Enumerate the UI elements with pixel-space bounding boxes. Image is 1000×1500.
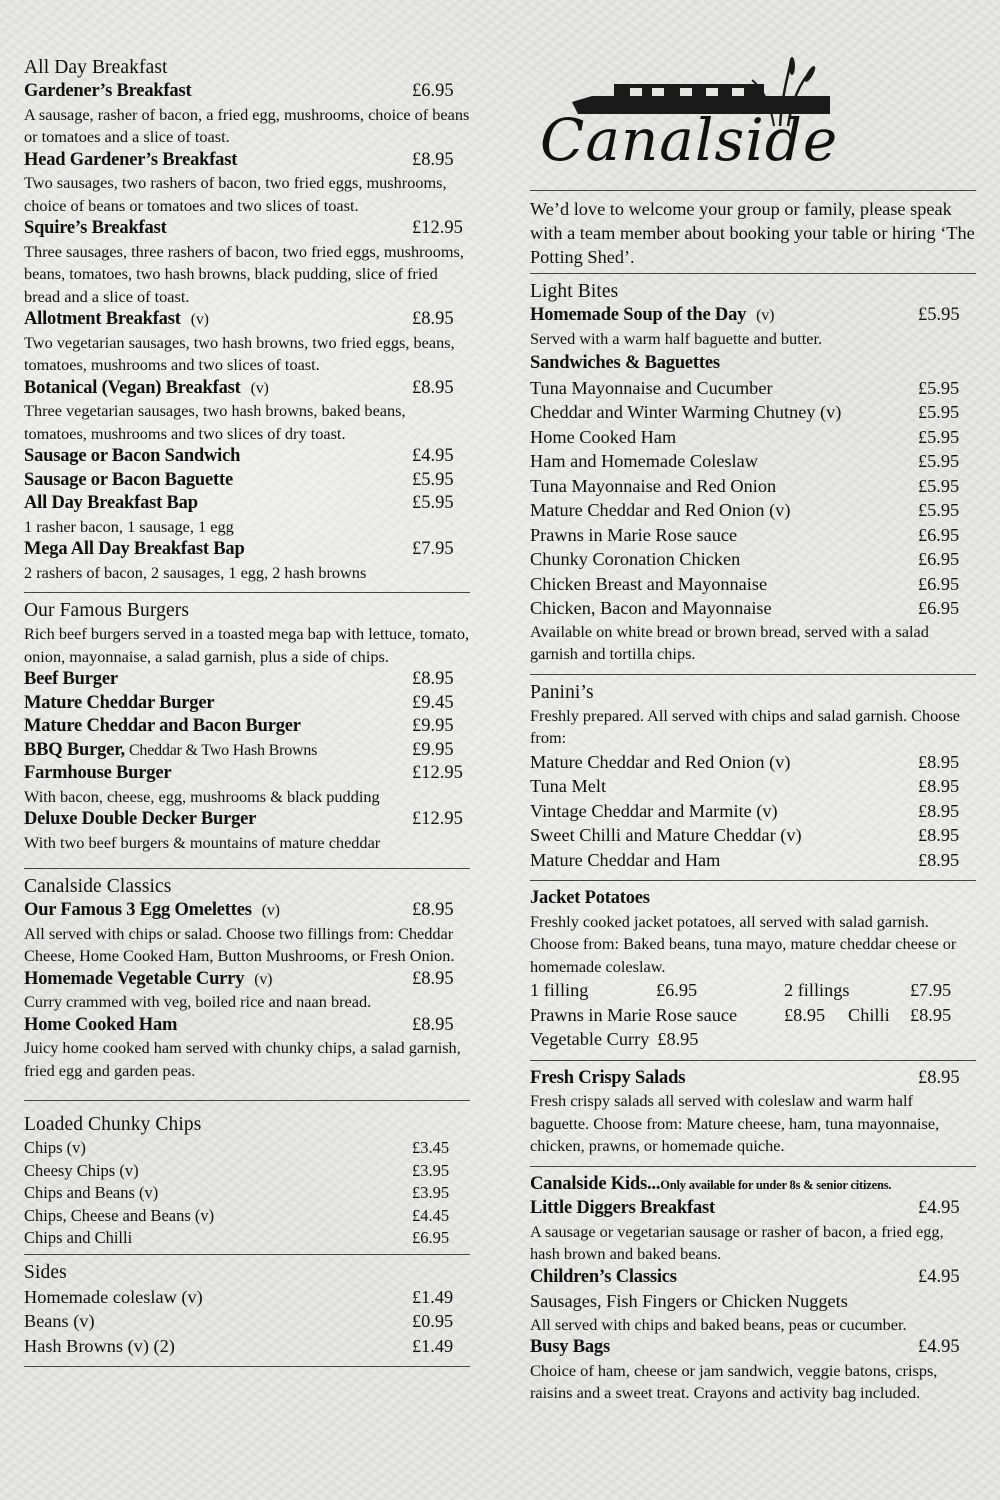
item-name: Chips (v) xyxy=(24,1138,86,1157)
item-name: Chips and Chilli xyxy=(24,1228,133,1247)
item-price: £4.95 xyxy=(412,446,454,466)
item-name-text: Mature Cheddar and Bacon Burger xyxy=(24,716,301,736)
jacket-extras-row: Prawns in Marie Rose sauce £8.95 Chilli £8.95 xyxy=(530,1004,952,1025)
item-name: Ham and Homemade Coleslaw xyxy=(530,451,758,471)
item-name: Chicken Breast and Mayonnaise xyxy=(530,573,768,594)
subsection-title: Sandwiches & Baguettes xyxy=(530,353,720,373)
item-line: Sausages, Fish Fingers or Chicken Nuggets xyxy=(530,1291,848,1311)
item-price: £6.95 xyxy=(918,549,960,569)
item-name: Mature Cheddar and Ham xyxy=(530,849,721,870)
menu-item xyxy=(24,445,470,469)
item-name: Little Diggers Breakfast xyxy=(530,1198,715,1218)
menu-item xyxy=(24,149,470,173)
section-title: Our Famous Burgers xyxy=(24,600,190,621)
light-bites-section xyxy=(530,280,976,675)
section-intro: Freshly prepared. All served with chips and salad garnish. Choose from: xyxy=(530,705,961,747)
item-price: £4.95 xyxy=(918,1266,960,1287)
item-name-text: Botanical (Vegan) Breakfast xyxy=(24,377,241,398)
jacket-fillings-row: 1 filling £6.95 2 fillings £7.95 xyxy=(530,980,952,1000)
menu-item xyxy=(24,715,470,739)
item-name-text: Mature Cheddar Burger xyxy=(24,692,215,713)
item-name-text: Squire’s Breakfast xyxy=(24,218,167,238)
item-price: £8.95 xyxy=(918,1067,960,1088)
menu-item xyxy=(24,668,470,692)
item-price: £8.95 xyxy=(412,309,454,329)
item-price: £8.95 xyxy=(412,669,454,689)
item-desc: Three sausages, three rashers of bacon, two fried eggs, mushrooms, beans, tomatoes, two hash browns, black pudding, slice of fried bread and a slice of toast. xyxy=(24,241,464,306)
item-price: £3.45 xyxy=(412,1138,450,1157)
section-title: All Day Breakfast xyxy=(24,57,168,78)
item-price: £4.45 xyxy=(412,1205,450,1225)
item-name-text: Beef Burger xyxy=(24,669,118,689)
item-name: Busy Bags xyxy=(530,1337,610,1357)
menu-item xyxy=(530,596,976,621)
menu-item xyxy=(24,1137,470,1160)
item-price: £9.95 xyxy=(412,739,454,760)
menu-item xyxy=(530,848,976,873)
all-day-breakfast-section xyxy=(24,56,470,593)
item-price: £5.95 xyxy=(918,377,960,398)
item-price: £7.95 xyxy=(412,539,454,559)
section-title: Sides xyxy=(24,1261,67,1283)
menu-item xyxy=(24,762,470,786)
sandwich-note: Available on white bread or brown bread, served with a salad garnish and tortilla chips. xyxy=(530,621,929,663)
item-name xyxy=(24,445,240,469)
item-price: £12.95 xyxy=(412,218,463,238)
item-name: Hash Browns (v) (2) xyxy=(24,1335,175,1356)
item-price: £5.95 xyxy=(918,500,960,520)
item-price: £8.95 xyxy=(412,1014,454,1035)
item-desc: With bacon, cheese, egg, mushrooms & black pudding xyxy=(24,786,380,806)
menu-item xyxy=(24,1205,470,1228)
item-name: Chips and Beans (v) xyxy=(24,1183,159,1202)
item-price: £3.95 xyxy=(412,1183,450,1202)
menu-item xyxy=(530,304,976,328)
left-column xyxy=(24,56,470,1373)
item-name: Chicken, Bacon and Mayonnaise xyxy=(530,598,772,618)
menu-item xyxy=(24,1160,470,1183)
item-desc: Served with a warm half baguette and butter. xyxy=(530,328,823,348)
item-name-text: Home Cooked Ham xyxy=(24,1014,178,1035)
item-name: Chips, Cheese and Beans (v) xyxy=(24,1205,215,1225)
menu-item xyxy=(530,547,976,572)
item-desc: Curry crammed with veg, boiled rice and naan bread. xyxy=(24,992,372,1011)
menu-item xyxy=(530,799,976,824)
item-name-text: Mega All Day Breakfast Bap xyxy=(24,539,245,559)
section-intro: Freshly cooked jacket potatoes, all served with salad garnish. Choose from: Baked beans, tuna mayo, mature cheddar cheese or homemade coleslaw. xyxy=(530,911,957,976)
item-price: £9.45 xyxy=(412,692,454,713)
item-name xyxy=(24,149,237,173)
section-title: Canalside Classics xyxy=(24,876,172,897)
item-price: £8.95 xyxy=(412,149,454,170)
item-name: Chunky Coronation Chicken xyxy=(530,549,741,569)
menu-item xyxy=(530,1336,976,1360)
jacket-curry-row: Vegetable Curry £8.95 xyxy=(530,1029,699,1049)
item-name: Tuna Mayonnaise and Cucumber xyxy=(530,377,773,398)
menu-item xyxy=(24,1285,470,1310)
item-price: £6.95 xyxy=(918,598,960,618)
item-name-text: Farmhouse Burger xyxy=(24,763,172,783)
item-price: £5.95 xyxy=(412,469,454,490)
item-name: Beans (v) xyxy=(24,1311,95,1331)
menu-item xyxy=(530,400,976,425)
intro-section xyxy=(530,197,976,274)
burgers-section xyxy=(24,599,470,869)
item-name xyxy=(24,715,301,739)
menu-item xyxy=(24,492,470,516)
menu-item xyxy=(24,1309,470,1334)
item-price: £8.95 xyxy=(918,751,960,772)
item-desc: A sausage, rasher of bacon, a fried egg, mushrooms, choice of beans or tomatoes and a slice of toast. xyxy=(24,104,470,146)
item-name xyxy=(24,217,167,241)
item-name-text: Our Famous 3 Egg Omelettes xyxy=(24,900,252,920)
item-name xyxy=(24,80,191,104)
item-name xyxy=(24,808,256,832)
item-name: Homemade Soup of the Day (v) xyxy=(530,305,775,325)
item-name xyxy=(24,1014,177,1038)
menu-item xyxy=(530,750,976,775)
item-name xyxy=(24,762,171,786)
menu-item xyxy=(530,1067,976,1091)
item-name xyxy=(24,308,209,332)
menu-item xyxy=(530,474,976,499)
item-price: £12.95 xyxy=(412,763,463,783)
sides-section xyxy=(24,1261,470,1368)
item-price: £8.95 xyxy=(412,377,454,398)
item-name xyxy=(24,692,214,716)
item-desc: Two sausages, two rashers of bacon, two fried eggs, mushrooms, choice of beans or tomatoes and two slices of toast. xyxy=(24,173,447,215)
menu-item xyxy=(24,899,470,923)
item-desc: All served with chips and baked beans, peas or cucumber. xyxy=(530,1314,907,1334)
section-title: Panini’s xyxy=(530,681,594,703)
section-title: Fresh Crispy Salads xyxy=(530,1067,686,1088)
item-desc: 1 rasher bacon, 1 sausage, 1 egg xyxy=(24,516,234,536)
menu-item xyxy=(24,538,470,562)
item-name: Prawns in Marie Rose sauce xyxy=(530,524,738,545)
item-price: £6.95 xyxy=(918,524,960,545)
menu-item xyxy=(530,774,976,799)
menu-item xyxy=(530,449,976,474)
item-name: Tuna Mayonnaise and Red Onion xyxy=(530,475,777,496)
item-price: £8.95 xyxy=(412,968,454,989)
menu-item xyxy=(530,823,976,848)
menu-item xyxy=(24,1014,470,1038)
item-desc: With two beef burgers & mountains of mature cheddar xyxy=(24,832,381,852)
veg-marker: (v) xyxy=(190,311,209,328)
section-title: Light Bites xyxy=(530,281,619,302)
item-price: £12.95 xyxy=(412,809,463,829)
item-price: £4.95 xyxy=(918,1337,960,1357)
item-name: Tuna Melt xyxy=(530,776,607,796)
item-price: £5.95 xyxy=(918,426,960,447)
item-name-text: BBQ Burger, xyxy=(24,739,125,760)
item-price: £8.95 xyxy=(918,849,960,870)
loaded-chips-section xyxy=(24,1113,470,1255)
item-name xyxy=(24,668,118,692)
menu-item xyxy=(24,692,470,716)
menu-item xyxy=(24,217,470,241)
menu-item xyxy=(24,1227,470,1250)
intro-text: We’d love to welcome your group or family, please speak with a team member about booking your table or hiring ‘The Potting Shed’. xyxy=(530,199,975,267)
item-desc: Fresh crispy salads all served with coleslaw and warm half baguette. Choose from: Mature cheese, ham, tuna mayonnaise, chicken, prawns, or homemade quiche. xyxy=(530,1091,940,1155)
item-desc: A sausage or vegetarian sausage or rasher of bacon, a fried egg, hash brown and baked beans. xyxy=(530,1221,944,1263)
item-price: £8.95 xyxy=(918,800,960,821)
menu-item xyxy=(530,425,976,450)
item-price: £5.95 xyxy=(918,475,960,496)
item-name xyxy=(24,899,280,923)
item-price: £3.95 xyxy=(412,1160,450,1180)
menu-item xyxy=(530,376,976,401)
item-name-text: Deluxe Double Decker Burger xyxy=(24,809,257,829)
item-price: £6.95 xyxy=(918,573,960,594)
menu-item xyxy=(24,1182,470,1205)
menu-item xyxy=(530,1197,976,1221)
canalside-logo xyxy=(530,56,976,191)
logo-text: Canalside xyxy=(540,106,839,174)
item-name: Vintage Cheddar and Marmite (v) xyxy=(530,800,778,821)
item-name-text: Head Gardener’s Breakfast xyxy=(24,149,238,170)
item-price: £0.95 xyxy=(412,1311,454,1331)
item-name-text: Sausage or Bacon Sandwich xyxy=(24,446,241,466)
menu-item xyxy=(24,968,470,992)
menu-item xyxy=(530,572,976,597)
item-name: Mature Cheddar and Red Onion (v) xyxy=(530,500,791,520)
item-name xyxy=(24,469,233,493)
item-name-text: Allotment Breakfast xyxy=(24,309,181,329)
item-price: £5.95 xyxy=(918,451,960,471)
item-name: Cheddar and Winter Warming Chutney (v) xyxy=(530,402,842,422)
item-name-text: Gardener’s Breakfast xyxy=(24,81,192,101)
item-desc: All served with chips or salad. Choose two fillings from: Cheddar Cheese, Home Cooked Ham, Button Mushrooms, or Fresh Onion. xyxy=(24,923,455,965)
item-desc: Choice of ham, cheese or jam sandwich, veggie batons, crisps, raisins and a sweet treat. Crayons and activity bag included. xyxy=(530,1360,938,1402)
item-name xyxy=(24,492,198,516)
item-price: £6.95 xyxy=(412,1228,450,1247)
item-price: £5.95 xyxy=(918,402,960,422)
item-price: £6.95 xyxy=(412,81,454,101)
item-name xyxy=(24,538,245,562)
section-title: Canalside Kids...Only available for under 8s & senior citizens. xyxy=(530,1173,892,1194)
item-name: Homemade coleslaw (v) xyxy=(24,1286,203,1307)
veg-marker: (v) xyxy=(254,970,273,988)
menu-item xyxy=(530,1266,976,1290)
item-desc: Juicy home cooked ham served with chunky chips, a salad garnish, fried egg and garden peas. xyxy=(24,1038,461,1080)
item-price: £8.95 xyxy=(918,825,960,845)
right-column xyxy=(530,56,976,1405)
menu-item xyxy=(24,1334,470,1359)
item-price: £5.95 xyxy=(918,305,960,325)
item-extra: Cheddar & Two Hash Browns xyxy=(128,741,318,759)
item-desc: Three vegetarian sausages, two hash browns, baked beans, tomatoes, mushrooms and two slices of dry toast. xyxy=(24,401,406,443)
item-desc: Two vegetarian sausages, two hash browns, two fried eggs, beans, tomatoes, mushrooms and two slices of toast. xyxy=(24,332,455,374)
menu-item xyxy=(24,308,470,332)
item-name: Cheesy Chips (v) xyxy=(24,1160,139,1180)
item-price: £4.95 xyxy=(918,1198,960,1218)
item-name xyxy=(24,739,317,763)
item-price: £9.95 xyxy=(412,716,454,736)
item-price: £1.49 xyxy=(412,1286,454,1307)
menu-item xyxy=(24,377,470,401)
veg-marker: (v) xyxy=(250,379,269,397)
salads-section xyxy=(530,1067,976,1167)
section-intro: Rich beef burgers served in a toasted mega bap with lettuce, tomato, onion, mayonnaise, a salad garnish, plus a side of chips. xyxy=(24,624,470,666)
item-name-text: Homemade Vegetable Curry xyxy=(24,968,245,989)
paninis-section xyxy=(530,681,976,882)
item-name xyxy=(24,968,272,992)
menu-item xyxy=(530,498,976,523)
item-price: £5.95 xyxy=(412,493,454,513)
item-name: Home Cooked Ham xyxy=(530,426,677,447)
item-name: Mature Cheddar and Red Onion (v) xyxy=(530,751,791,772)
veg-marker: (v) xyxy=(261,902,280,919)
kids-section xyxy=(530,1173,976,1405)
item-name: Children’s Classics xyxy=(530,1266,677,1287)
classics-section xyxy=(24,875,470,1101)
item-price: £8.95 xyxy=(918,776,960,796)
jackets-section xyxy=(530,887,976,1061)
menu-item xyxy=(24,739,470,763)
item-price: £1.49 xyxy=(412,1335,454,1356)
item-name-text: Sausage or Bacon Baguette xyxy=(24,469,233,490)
item-name: Sweet Chilli and Mature Cheddar (v) xyxy=(530,825,802,845)
section-title: Loaded Chunky Chips xyxy=(24,1114,202,1135)
item-desc: 2 rashers of bacon, 2 sausages, 1 egg, 2 hash browns xyxy=(24,562,367,582)
menu-item xyxy=(24,808,470,832)
item-name xyxy=(24,377,269,401)
section-title: Jacket Potatoes xyxy=(530,888,650,908)
menu-item xyxy=(24,469,470,493)
menu-item xyxy=(24,80,470,104)
item-name-text: All Day Breakfast Bap xyxy=(24,493,198,513)
menu-item xyxy=(530,523,976,548)
item-price: £8.95 xyxy=(412,900,454,920)
